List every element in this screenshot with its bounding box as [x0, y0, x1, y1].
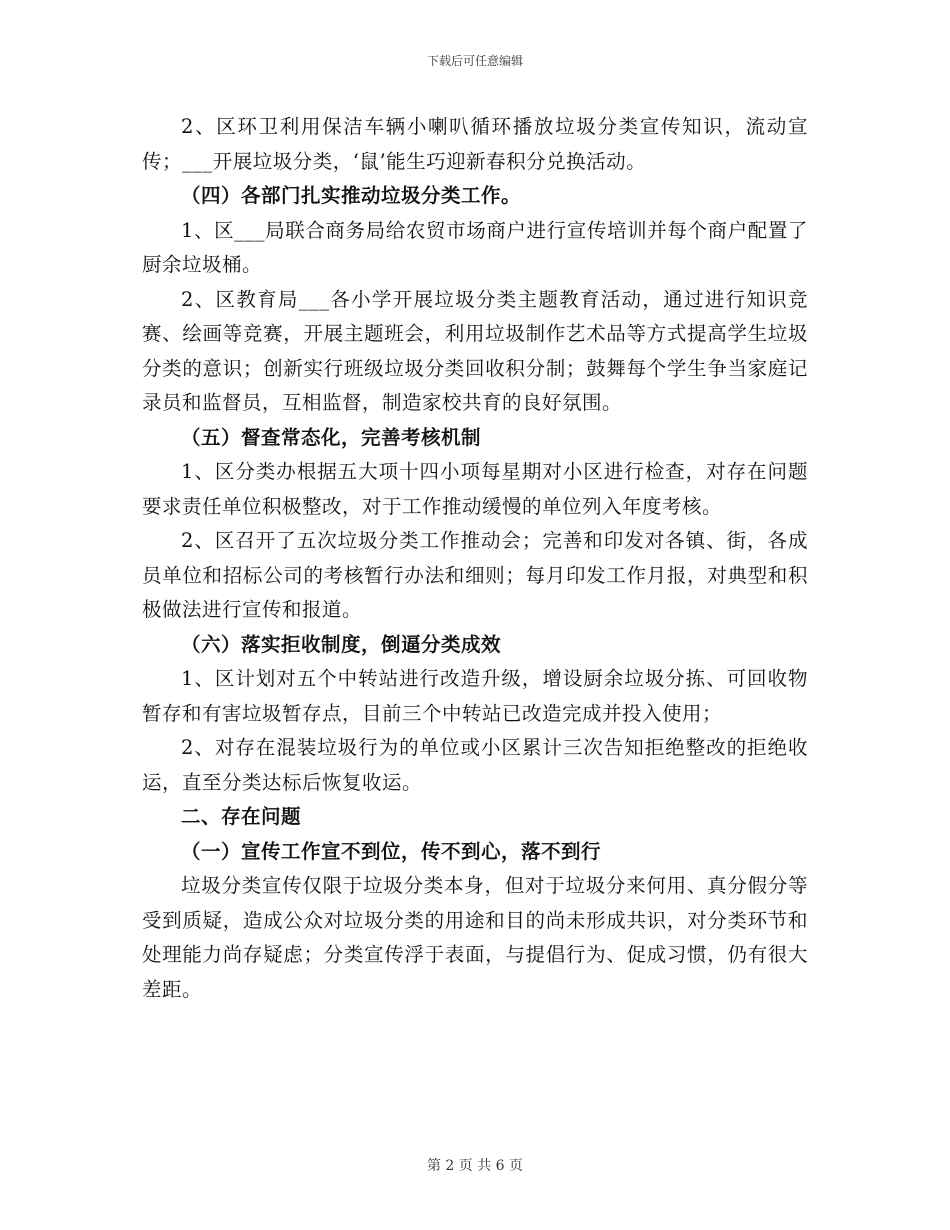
section-heading-inspection: （五）督查常态化，完善考核机制 — [181, 425, 482, 449]
section-heading-departments: （四）各部门扎实推动垃圾分类工作。 — [181, 184, 522, 207]
paragraph-sanitation-vehicles: 2、区环卫利用保洁车辆小喇叭循环播放垃圾分类宣传知识，流动宣传；___开展垃圾分类，‘鼠’能生巧迎新春积分兑换活动。 — [142, 115, 808, 173]
paragraph-transfer-stations: 1、区计划对五个中转站进行改造升级，增设厨余垃圾分拣、可回收物暂存和有害垃圾暂存点，目前三个中转站已改造完成并投入使用； — [142, 667, 808, 725]
section-heading-refusal: （六）落实拒收制度，倒逼分类成效 — [181, 632, 502, 656]
document-body — [142, 110, 808, 1007]
paragraph-weekly-inspection: 1、区分类办根据五大项十四小项每星期对小区进行检查，对存在问题要求责任单位积极整改，对于工作推动缓慢的单位列入年度考核。 — [142, 460, 808, 518]
subsection-heading-publicity: （一）宣传工作宣不到位，传不到心，落不到行 — [181, 839, 602, 863]
paragraph-meetings: 2、区召开了五次垃圾分类工作推动会；完善和印发对各镇、街，各成员单位和招标公司的考核暂行办法和细则；每月印发工作月报，对典型和积极做法进行宣传和报道。 — [142, 529, 808, 621]
paragraph-market-training: 1、区___局联合商务局给农贸市场商户进行宣传培训并每个商户配置了厨余垃圾桶。 — [142, 218, 808, 276]
section-heading-problems: 二、存在问题 — [181, 805, 302, 828]
paragraph-refuse-collection: 2、对存在混装垃圾行为的单位或小区累计三次告知拒绝整改的拒绝收运，直至分类达标后恢复收运。 — [142, 736, 808, 794]
paragraph-education-bureau: 2、区教育局___各小学开展垃圾分类主题教育活动，通过进行知识竞赛、绘画等竞赛，开展主题班会，利用垃圾制作艺术品等方式提高学生垃圾分类的意识；创新实行班级垃圾分类回收积分制；鼓舞每个学生争当家庭记录员和监督员，互相监督，制造家校共育的良好氛围。 — [142, 287, 808, 414]
paragraph-publicity-issues: 垃圾分类宣传仅限于垃圾分类本身，但对于垃圾分来何用、真分假分等受到质疑，造成公众对垃圾分类的用途和目的尚未形成共识，对分类环节和处理能力尚存疑虑；分类宣传浮于表面，与提倡行为、促成习惯，仍有很大差距。 — [142, 874, 808, 1001]
page-header-note: 下载后可任意编辑 — [426, 54, 523, 68]
page-number: 第 2 页 共 6 页 — [426, 1158, 524, 1174]
